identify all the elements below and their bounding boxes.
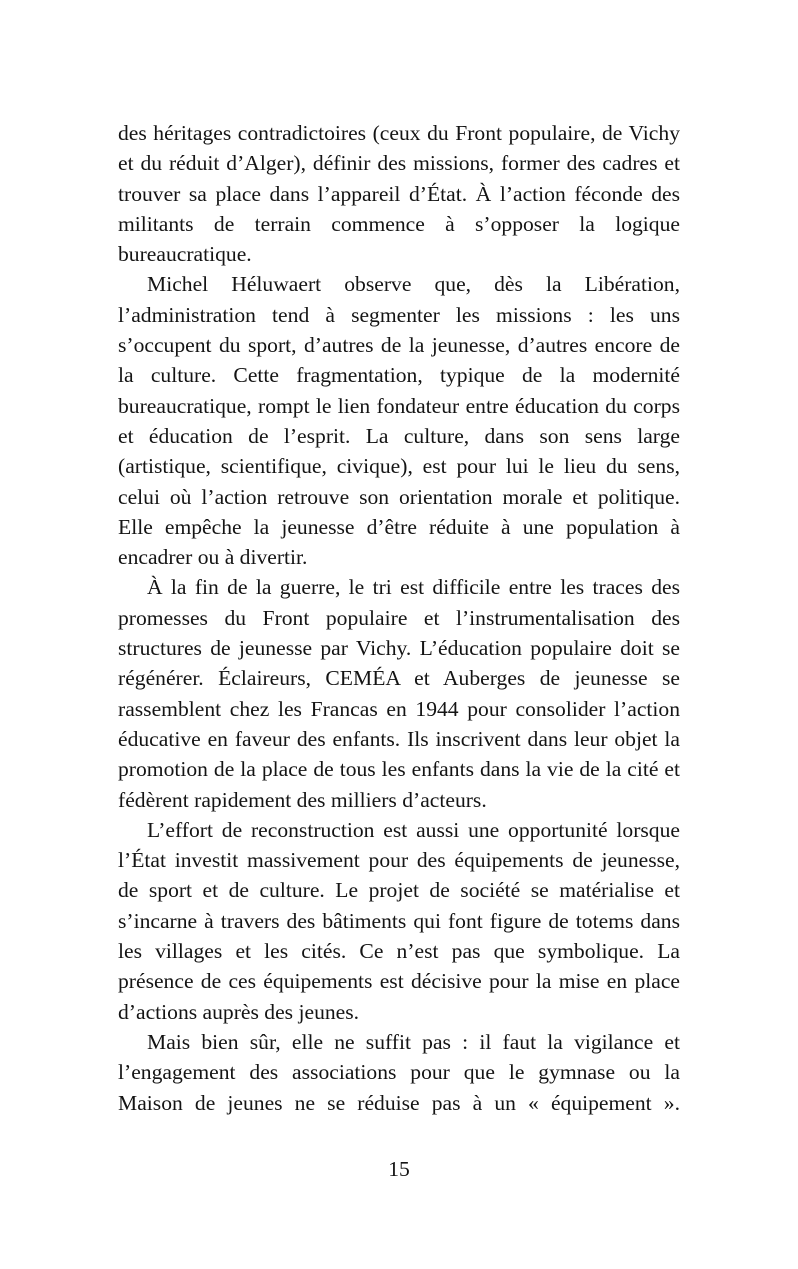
body-text: [118, 118, 680, 1118]
paragraph-fin-de-guerre: À la fin de la guerre, le tri est difficile entre les traces des promesses du Front populaire et l’instrumentalisation des structures de jeunesse par Vichy. L’éducation populaire doit se régénérer. Éclaireurs, CEMÉA et Auberges de jeunesse se rassemblent chez les Francas en 1944 pour consolider l’action éducative en faveur des enfants. Ils inscrivent dans leur objet la promotion de la place de tous les enfants dans la vie de la cité et fédèrent rapidement des milliers d’acteurs.: [118, 575, 680, 812]
paragraph-continuation: des héritages contradictoires (ceux du Front populaire, de Vichy et du réduit d’Alger), définir des missions, former des cadres et trouver sa place dans l’appareil d’État. À l’action féconde des militants de terrain commence à s’opposer la logique bureaucratique.: [118, 121, 680, 267]
paragraph-reconstruction: L’effort de reconstruction est aussi une opportunité lorsque l’État investit massivement pour des équipements de jeunesse, de sport et de culture. Le projet de société se matérialise et s’incarne à travers des bâtiments qui font figure de totems dans les villages et les cités. Ce n’est pas que symbolique. La présence de ces équipements est décisive pour la mise en place d’actions auprès des jeunes.: [118, 817, 680, 1024]
page-number: 15: [388, 1157, 410, 1181]
paragraph-heluwaert: Michel Héluwaert observe que, dès la Libération, l’administration tend à segmenter les missions : les uns s’occupent du sport, d’autres de la jeunesse, d’autres encore de la culture. Cette fragmentation, typique de la modernité bureaucratique, rompt le lien fondateur entre éducation du corps et éducation de l’esprit. La culture, dans son sens large (artistique, scientifique, civique), est pour lui le lieu du sens, celui où l’action retrouve son orientation morale et politique. Elle empêche la jeunesse d’être réduite à une population à encadrer ou à divertir.: [118, 272, 680, 570]
paragraph-vigilance: Mais bien sûr, elle ne suffit pas : il faut la vigilance et l’engagement des associations pour que le gymnase ou la Maison de jeunes ne se réduise pas à un « équipement ».: [118, 1029, 680, 1115]
